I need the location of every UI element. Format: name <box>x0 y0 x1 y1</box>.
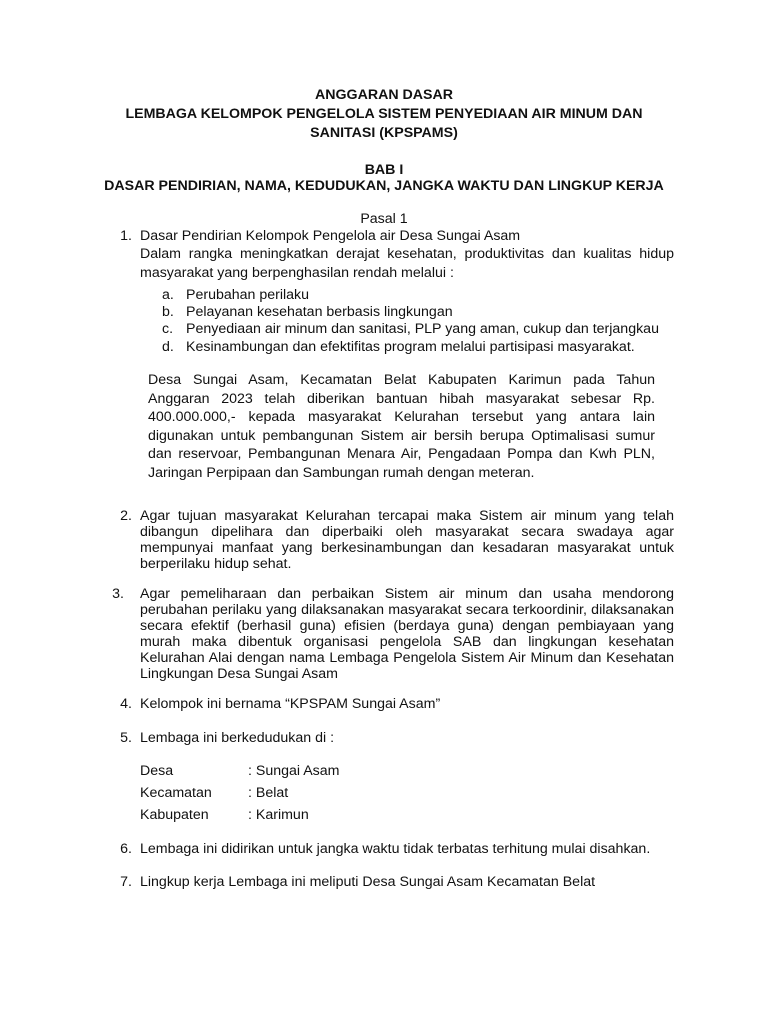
list-item-text: Lingkup kerja Lembaga ini meliputi Desa Sungai Asam Kecamatan Belat <box>140 874 596 890</box>
list-item-intro: Dalam rangka meningkatkan derajat kesehatan, produktivitas dan kualitas hidup masyarakat yang berpenghasilan rendah melalui : <box>140 246 674 281</box>
sub-item-text: Kesinambungan dan efektifitas program melalui partisipasi masyarakat. <box>186 339 635 355</box>
list-item-text: Kelompok ini bernama “KPSPAM Sungai Asam” <box>140 696 441 712</box>
list-item-number: 5. <box>120 730 132 746</box>
list-item-title: Dasar Pendirian Kelompok Pengelola air Desa Sungai Asam <box>140 228 521 244</box>
document-subtitle: LEMBAGA KELOMPOK PENGELOLA SISTEM PENYEDIAAN AIR MINUM DAN <box>125 106 643 122</box>
list-item-number: 3. <box>112 586 124 602</box>
sub-item-letter: a. <box>162 287 174 303</box>
article-heading: Pasal 1 <box>360 211 408 227</box>
sub-item-letter: c. <box>162 321 174 337</box>
location-key: Desa <box>140 763 174 779</box>
location-value: : Karimun <box>248 807 309 823</box>
list-item-number: 2. <box>120 508 132 524</box>
location-value: : Sungai Asam <box>248 763 340 779</box>
document-title: ANGGARAN DASAR <box>315 87 453 103</box>
chapter-label: BAB I <box>364 162 404 178</box>
list-item-text: Lembaga ini didirikan untuk jangka waktu tidak terbatas terhitung mulai disahkan. <box>140 841 651 857</box>
list-item-text: Lembaga ini berkedudukan di : <box>140 730 335 746</box>
list-item-number: 6. <box>120 841 132 857</box>
sub-item-text: Perubahan perilaku <box>186 287 310 303</box>
location-key: Kabupaten <box>140 807 209 823</box>
list-item-number: 7. <box>120 874 132 890</box>
location-key: Kecamatan <box>140 785 212 801</box>
sub-item-text: Pelayanan kesehatan berbasis lingkungan <box>186 304 453 320</box>
list-item-number: 4. <box>120 696 132 712</box>
list-item-text: Agar tujuan masyarakat Kelurahan tercapai maka Sistem air minum yang telah dibangun dipelihara dan diperbaiki oleh masyarakat secara swadaya agar mempunyai manfaat yang berkesinambungan dan kesadaran masyarakat untuk berperilaku hidup sehat. <box>140 508 674 572</box>
location-value: : Belat <box>248 785 289 801</box>
chapter-heading: DASAR PENDIRIAN, NAMA, KEDUDUKAN, JANGKA WAKTU DAN LINGKUP KERJA <box>104 178 664 194</box>
paragraph: Desa Sungai Asam, Kecamatan Belat Kabupaten Karimun pada Tahun Anggaran 2023 telah diberikan bantuan hibah masyarakat sebesar Rp. 400.000.000,- kepada masyarakat Kelurahan tersebut yang antara lain digunakan untuk pembangunan Sistem air bersih berupa Optimalisasi sumur dan reservoar, Pembangunan Menara Air, Pengadaan Pompa dan Kwh PLN, Jaringan Perpipaan dan Sambungan rumah dengan meteran. <box>148 372 655 481</box>
sub-item-text: Penyediaan air minum dan sanitasi, PLP yang aman, cukup dan terjangkau <box>186 321 659 337</box>
sub-item-letter: b. <box>162 304 174 320</box>
sub-item-letter: d. <box>162 339 174 355</box>
list-item-number: 1. <box>120 228 132 244</box>
document-subtitle-continued: SANITASI (KPSPAMS) <box>310 125 458 141</box>
list-item-text: Agar pemeliharaan dan perbaikan Sistem air minum dan usaha mendorong perubahan perilaku yang dilaksanakan masyarakat secara terkoordinir, dilaksanakan secara efektif (berhasil guna) efisien (berdaya guna) dengan pembiayaan yang murah maka dibentuk organisasi pengelola SAB dan lingkungan kesehatan Kelurahan Alai dengan nama Lembaga Pengelola Sistem Air Minum dan Kesehatan Lingkungan Desa Sungai Asam <box>140 586 674 682</box>
